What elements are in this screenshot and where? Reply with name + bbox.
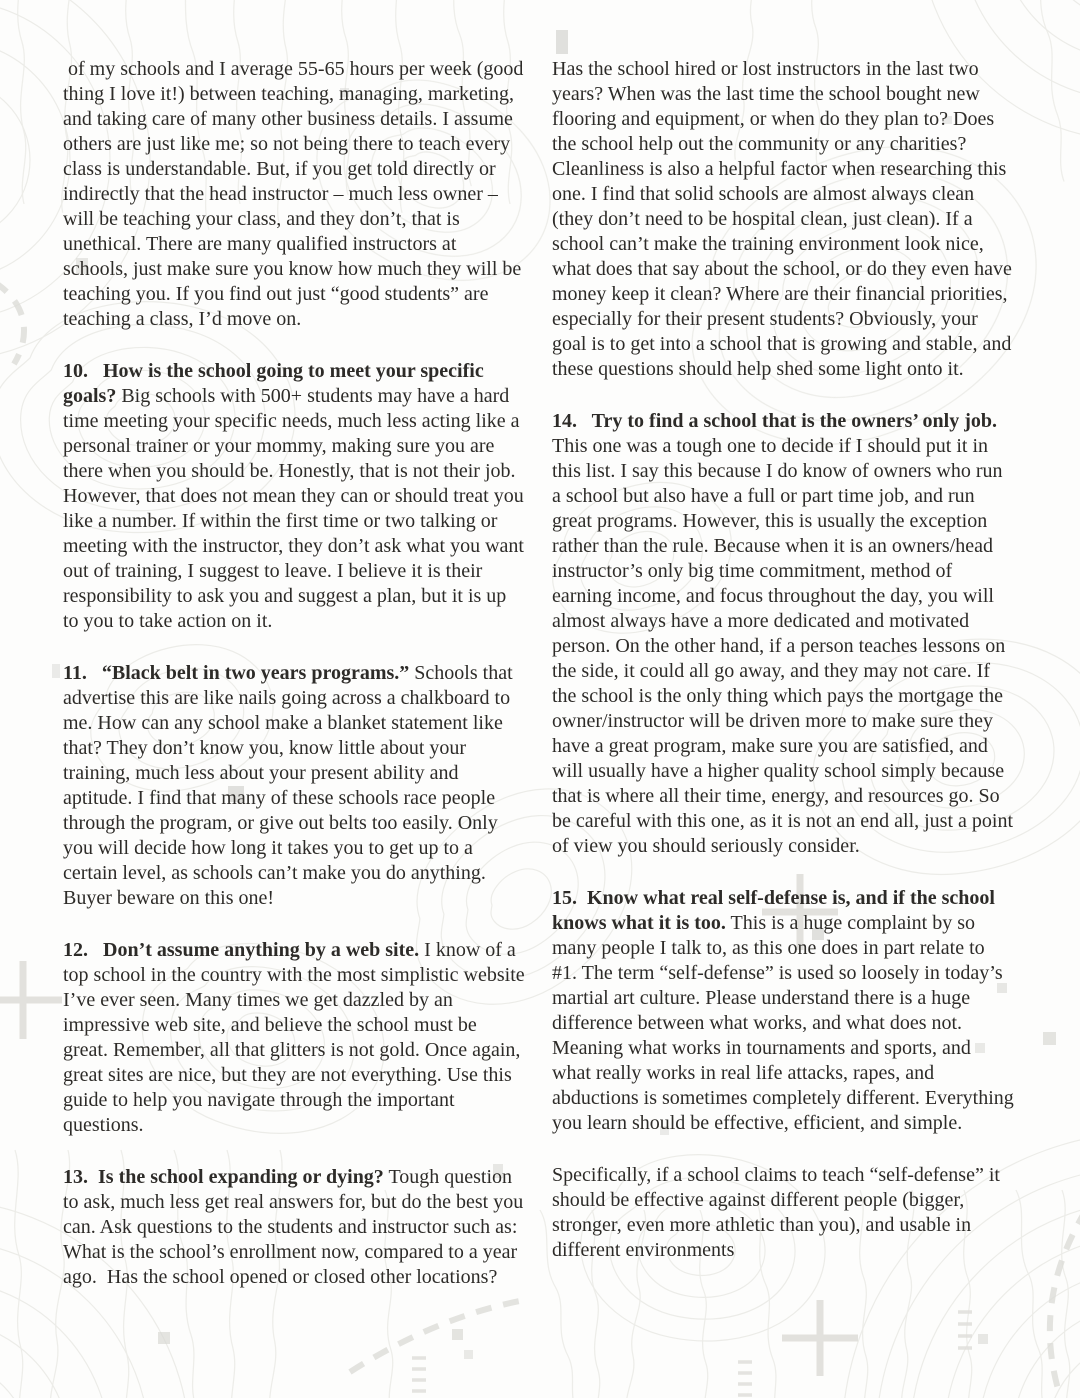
section-heading-10: 10. How is the school going to meet your specific goals? (63, 360, 489, 407)
section-heading-12: 12. Don’t assume anything by a web site. (63, 939, 420, 961)
paragraph-item-15 (552, 886, 1019, 1136)
paragraph-text: Big schools with 500+ students may have a hard time meeting your specific needs, much less acting like a personal trainer or your mommy, making sure you are there when you should be. Honestly, that is not their job. However, that does not mean they can or should treat you like a number. If within the first time or two talking or meeting with the instructor, they don’t ask what you want out of training, I suggest to leave. I believe it is their responsibility to ask you and suggest a plan, but it is up to you to take action on it. (63, 385, 529, 632)
paragraph-continuation (63, 57, 529, 332)
paragraph-item-14 (552, 409, 1019, 859)
section-heading-13: 13. Is the school expanding or dying? (63, 1166, 384, 1188)
paragraph-text: of my schools and I average 55-65 hours per week (good thing I love it!) between teaching, managing, marketing, and taking care of many other business details. I assume others are just like me; so not being there to teach every class is understandable. But, if you get told directly or indirectly that the head instructor – much less owner – will be teaching your class, and they don’t, that is unethical. There are many qualified instructors at schools, just make sure you know how much they will be teaching you. If you find out just “good students” are teaching a class, I’d move on. (63, 58, 529, 330)
section-heading-11: 11. “Black belt in two years programs.” (63, 662, 410, 684)
paragraph-item-12 (63, 938, 530, 1138)
paragraph-closing (552, 1163, 1014, 1263)
right-column (552, 57, 1019, 1317)
paragraph-text: Tough question to ask, much less get real answers for, but do the best you can. Ask questions to the students and instructor such as: What is the school’s enrollment now, compared to a year ago. Has the school opened or closed other locations? (63, 1166, 529, 1288)
paragraph-text: Specifically, if a school claims to teach “self-defense” it should be effective against different people (bigger, stronger, even more athletic than you), and usable in different environments (552, 1164, 1005, 1261)
paragraph-continuation (552, 57, 1017, 382)
paragraph-text: Schools that advertise this are like nails going across a chalkboard to me. How can any school make a blanket statement like that? They don’t know you, know little about your training, much less about your present ability and aptitude. I find that many of these schools race people through the program, or give out belts too easily. Only you will decide how long it takes you to get up to a certain level, as schools can’t make you do anything. Buyer beware on this one! (63, 662, 518, 909)
paragraph-item-13 (63, 1165, 529, 1290)
article-body (63, 57, 1019, 1317)
paragraph-item-11 (63, 661, 525, 911)
paragraph-text: This is a huge complaint by so many people I talk to, as this one does in part relate to #1. The term “self-defense” is used so loosely in today’s martial art culture. Please understand there is a huge difference between what works, and what does not. Meaning what works in tournaments and sports, and what really works in real life attacks, rapes, and abductions is sometimes completely different. Everything you learn should be effective, efficient, and simple. (552, 912, 1019, 1134)
paragraph-text: Has the school hired or lost instructors in the last two years? When was the last time the school bought new flooring and equipment, or when do they plan to? Does the school help out the community or any charities? Cleanliness is also a helpful factor when researching this one. I find that solid schools are almost always clean (they don’t need to be hospital clean, just clean). If a school can’t make the training environment look nice, what does that say about the school, or do they even have money keep it clean? Where are their financial priorities, especially for their present students? Obviously, your goal is to get into a school that is growing and stable, and these questions should help shed some light onto it. (552, 58, 1017, 380)
paragraph-item-10 (63, 359, 529, 634)
section-heading-14: 14. Try to find a school that is the owners’ only job. (552, 410, 998, 432)
left-column (63, 57, 530, 1317)
paragraph-text: I know of a top school in the country with the most simplistic website I’ve ever seen. Many times we get dazzled by an impressive web site, and believe the school must be great. Remember, all that glitters is not gold. Once again, great sites are nice, but they are not everything. Use this guide to help you navigate through the important questions. (63, 939, 530, 1136)
section-heading-15: 15. Know what real self-defense is, and if the school knows what it is too. (552, 887, 1000, 934)
paragraph-text: This one was a tough one to decide if I should put it in this list. I say this because I do know of owners who run a school but also have a full or part time job, and run great programs. However, this is usually the exception rather than the rule. Because when it is an owners/head instructor’s only big time commitment, method of earning income, and focus throughout the day, you will almost always have a more dedicated and motivated person. On the other hand, if a person teaches lessons on the side, it could all go away, and they may not care. If the school is the only thing which pays the mortgage the owner/instructor will be driven more to make sure they have a great program, make sure you are satisfied, and will usually have a higher quality school simply because that is where all their time, energy, and resources go. So be careful with this one, as it is not an end all, just a point of view you should seriously consider. (552, 410, 1019, 857)
